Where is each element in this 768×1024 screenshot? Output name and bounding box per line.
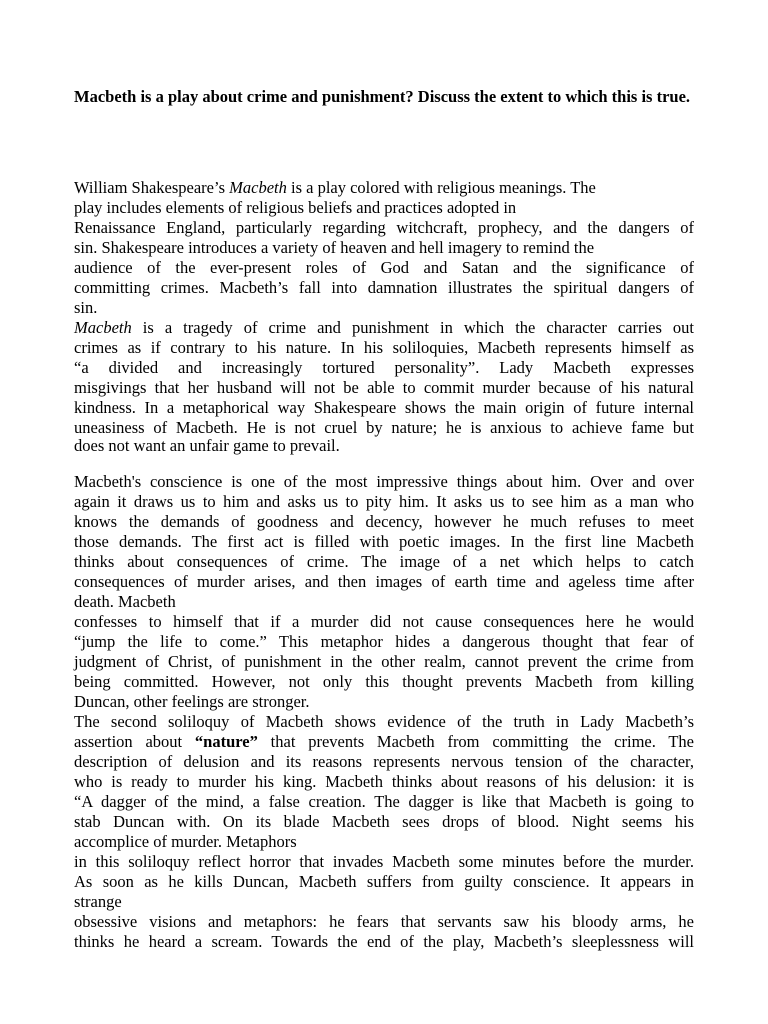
text-run: obsessive visions and metaphors: he fears that servants saw his bloody arms, he	[74, 912, 694, 931]
text-line	[74, 872, 694, 892]
text-run: confesses to himself that if a murder did not cause consequences here he would	[74, 612, 694, 631]
text-line	[74, 492, 694, 512]
text-line	[74, 692, 694, 712]
text-run: is a tragedy of crime and punishment in which the character carries out	[131, 318, 694, 337]
text-run: in this soliloquy reflect horror that invades Macbeth some minutes before the murder.	[74, 852, 694, 871]
text-line	[74, 278, 694, 298]
text-line	[74, 892, 694, 912]
text-run: thinks he heard a scream. Towards the end of the play, Macbeth’s sleeplessness will	[74, 932, 694, 951]
text-line	[74, 672, 694, 692]
text-line	[74, 932, 694, 952]
text-line	[74, 238, 694, 258]
text-line	[74, 592, 694, 612]
text-line	[74, 258, 694, 278]
essay-title: Macbeth is a play about crime and punishment? Discuss the extent to which this is true.	[74, 87, 691, 106]
text-line	[74, 792, 694, 812]
text-line	[74, 612, 694, 632]
text-line	[74, 298, 694, 318]
text-run: accomplice of murder. Metaphors	[74, 832, 297, 851]
bold-term: “nature”	[194, 732, 258, 751]
text-line	[74, 436, 694, 456]
text-run: knows the demands of goodness and decency, however he much refuses to meet	[74, 512, 694, 531]
text-run: consequences of murder arises, and then images of earth time and ageless time after	[74, 572, 694, 591]
text-run: description of delusion and its reasons represents nervous tension of the character,	[74, 752, 694, 771]
text-run: William Shakespeare’s	[74, 178, 230, 197]
text-line	[74, 772, 694, 792]
text-run: uneasiness of Macbeth. He is not cruel by nature; he is anxious to achieve fame but	[74, 418, 694, 437]
text-run: crimes as if contrary to his nature. In his soliloquies, Macbeth represents himself as	[74, 338, 694, 357]
text-run: does not want an unfair game to prevail.	[74, 436, 340, 455]
text-run: judgment of Christ, of punishment in the other realm, cannot prevent the crime from	[74, 652, 694, 671]
text-run: committing crimes. Macbeth’s fall into damnation illustrates the spiritual dangers of	[74, 278, 694, 297]
text-run: that prevents Macbeth from committing the crime. The	[257, 732, 695, 751]
text-run: being committed. However, not only this thought prevents Macbeth from killing	[74, 672, 694, 691]
text-run: strange	[74, 892, 122, 911]
text-line	[74, 178, 694, 198]
text-line	[74, 318, 694, 338]
text-line	[74, 338, 694, 358]
text-run: again it draws us to him and asks us to pity him. It asks us to see him as a man who	[74, 492, 694, 511]
text-run: “a divided and increasingly tortured personality”. Lady Macbeth expresses	[74, 358, 694, 377]
text-line	[74, 398, 694, 418]
text-run: Renaissance England, particularly regarding witchcraft, prophecy, and the dangers of	[74, 218, 694, 237]
text-run: who is ready to murder his king. Macbeth thinks about reasons of his delusion: it is	[74, 772, 694, 791]
text-run: Macbeth's conscience is one of the most impressive things about him. Over and over	[74, 472, 694, 491]
text-run: “A dagger of the mind, a false creation. The dagger is like that Macbeth is going to	[74, 792, 694, 811]
text-run: death. Macbeth	[74, 592, 176, 611]
text-line	[74, 832, 694, 852]
text-run: thinks about consequences of crime. The image of a net which helps to catch	[74, 552, 694, 571]
text-line	[74, 572, 694, 592]
text-run: “jump the life to come.” This metaphor hides a dangerous thought that fear of	[74, 632, 694, 651]
text-run: audience of the ever-present roles of God and Satan and the significance of	[74, 258, 694, 277]
text-line	[74, 632, 694, 652]
text-line	[74, 732, 694, 752]
text-line	[74, 552, 694, 572]
text-line	[74, 752, 694, 772]
text-run: assertion about	[74, 732, 195, 751]
text-run: those demands. The first act is filled with poetic images. In the first line Macbeth	[74, 532, 694, 551]
text-run: Duncan, other feelings are stronger.	[74, 692, 310, 711]
text-line	[74, 218, 694, 238]
text-run: The second soliloquy of Macbeth shows evidence of the truth in Lady Macbeth’s	[74, 712, 694, 731]
text-line	[74, 652, 694, 672]
text-run: play includes elements of religious beliefs and practices adopted in	[74, 198, 517, 217]
text-line	[74, 852, 694, 872]
text-line	[74, 358, 694, 378]
text-run: is a play colored with religious meanings. The	[286, 178, 596, 197]
italic-title: Macbeth	[229, 178, 287, 197]
text-line	[74, 472, 694, 492]
text-run: stab Duncan with. On its blade Macbeth sees drops of blood. Night seems his	[74, 812, 694, 831]
text-line	[74, 198, 694, 218]
text-run: As soon as he kills Duncan, Macbeth suffers from guilty conscience. It appears in	[74, 872, 694, 891]
text-line	[74, 532, 694, 552]
text-line	[74, 418, 694, 438]
text-line	[74, 912, 694, 932]
text-line	[74, 812, 694, 832]
italic-title: Macbeth	[74, 318, 132, 337]
text-line	[74, 378, 694, 398]
text-line	[74, 712, 694, 732]
text-run: sin. Shakespeare introduces a variety of heaven and hell imagery to remind the	[74, 238, 595, 257]
text-line	[74, 512, 694, 532]
text-run: sin.	[74, 298, 98, 317]
text-run: misgivings that her husband will not be able to commit murder because of his natural	[74, 378, 694, 397]
text-run: kindness. In a metaphorical way Shakespeare shows the main origin of future internal	[74, 398, 694, 417]
